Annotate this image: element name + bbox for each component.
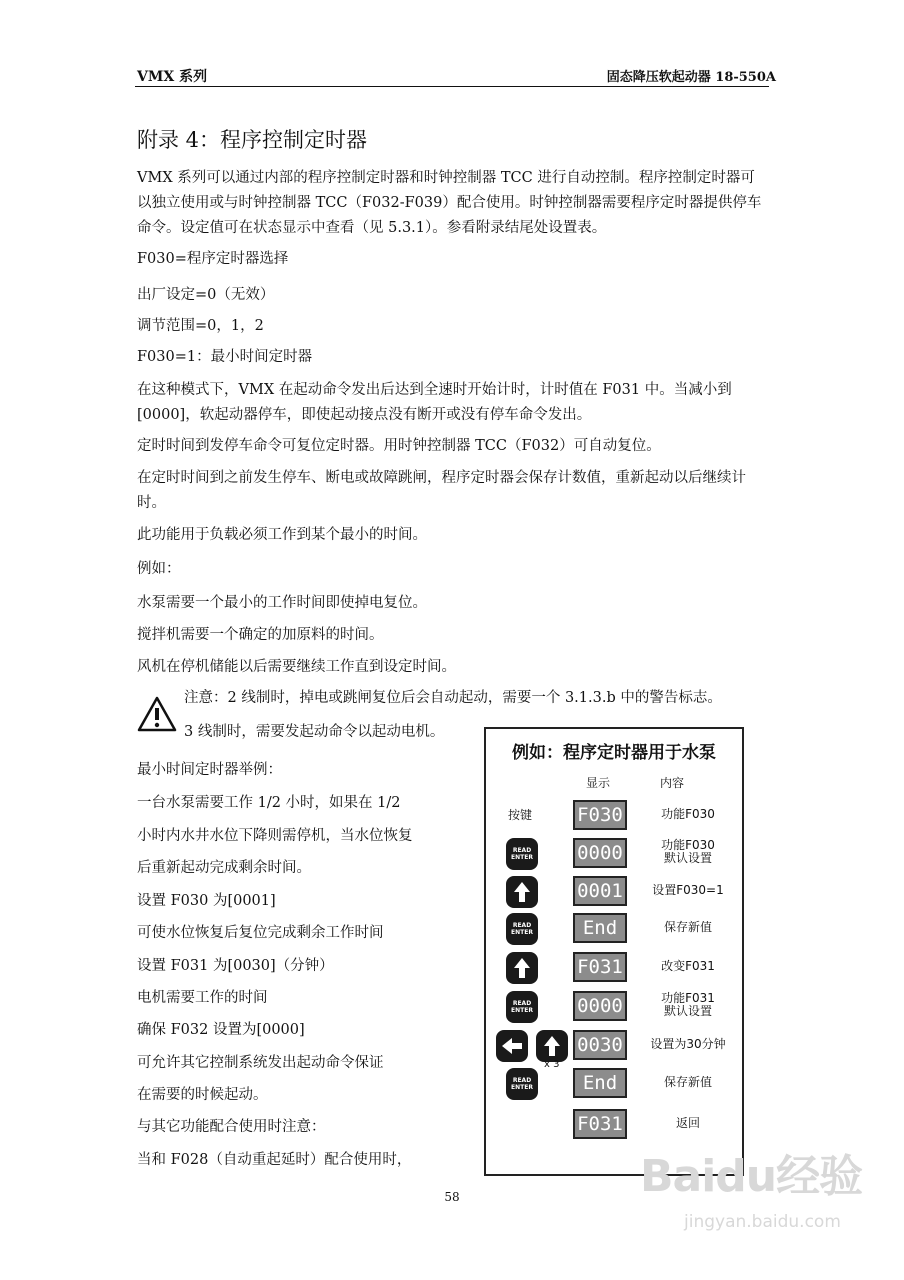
lcd-display: 0030 bbox=[573, 1030, 627, 1060]
step-description: 返回 bbox=[675, 1116, 700, 1130]
column-display-header: 显示 bbox=[586, 776, 611, 790]
example-line: 当和 F028（自动重起延时）配合使用时， bbox=[137, 1152, 412, 1168]
f030-heading: F030=程序定时器选择 bbox=[137, 251, 289, 267]
example-line: 小时内水井水位下降则需停机，当水位恢复 bbox=[137, 828, 413, 844]
example-mixer: 搅拌机需要一个确定的加原料的时间。 bbox=[137, 627, 384, 643]
lcd-display: F031 bbox=[573, 952, 627, 982]
example-label: 例如： bbox=[137, 561, 181, 577]
button-label: ENTER bbox=[511, 929, 533, 936]
panel-title: 例如：程序定时器用于水泵 bbox=[512, 743, 716, 763]
example-line: 在需要的时候起动。 bbox=[137, 1087, 268, 1103]
example-line: 可使水位恢复后复位完成剩余工作时间 bbox=[137, 925, 384, 941]
step-description: 功能F030 默认设置 bbox=[661, 838, 715, 865]
note-two-wire: 注意：2 线制时，掉电或跳闸复位后会自动起动，需要一个 3.1.3.b 中的警告标志。 bbox=[184, 690, 722, 706]
step-description: 设置为30分钟 bbox=[650, 1037, 726, 1051]
watermark-logo: Baidu经验 bbox=[640, 1151, 863, 1202]
step-row bbox=[486, 1029, 742, 1070]
arrow-up-icon bbox=[543, 1035, 561, 1057]
left-arrow-button[interactable] bbox=[496, 1030, 528, 1062]
watermark-url: jingyan.baidu.com bbox=[684, 1212, 841, 1232]
button-label: READ bbox=[512, 1000, 532, 1007]
step-row bbox=[486, 799, 742, 833]
f030-mode-1: F030=1：最小时间定时器 bbox=[137, 349, 313, 365]
up-arrow-button[interactable] bbox=[506, 876, 538, 908]
lcd-display: 0000 bbox=[573, 838, 627, 868]
repeat-count: x 3 bbox=[544, 1059, 560, 1070]
example-line: 确保 F032 设置为[0000] bbox=[137, 1022, 305, 1038]
step-row bbox=[486, 990, 742, 1024]
button-label: READ bbox=[512, 847, 532, 854]
page-number: 58 bbox=[444, 1190, 460, 1204]
factory-setting: 出厂设定=0（无效） bbox=[137, 287, 275, 303]
up-arrow-button[interactable] bbox=[536, 1030, 568, 1062]
step-description: 功能F030 bbox=[661, 807, 715, 821]
button-label: ENTER bbox=[511, 1007, 533, 1014]
header-series: VMX 系列 bbox=[137, 69, 208, 85]
button-label: ENTER bbox=[511, 854, 533, 861]
example-line: 一台水泵需要工作 1/2 小时，如果在 1/2 bbox=[137, 795, 401, 811]
save-count-description: 在定时时间到之前发生停车、断电或故障跳闸，程序定时器会保存计数值，重新起动以后继续计时。 bbox=[137, 470, 746, 511]
button-label: ENTER bbox=[511, 1084, 533, 1091]
warning-icon bbox=[137, 695, 177, 733]
usage-description: 此功能用于负载必须工作到某个最小的时间。 bbox=[137, 527, 427, 543]
read-enter-button[interactable] bbox=[506, 913, 538, 945]
column-key-header: 按键 bbox=[508, 808, 533, 822]
mode-description: 在这种模式下，VMX 在起动命令发出后达到全速时开始计时，计时值在 F031 中。当减小到[0000]，软起动器停车，即使起动接点没有断开或没有停车命令发出。 bbox=[137, 382, 732, 423]
example-fan: 风机在停机储能以后需要继续工作直到设定时间。 bbox=[137, 659, 456, 675]
step-description: 设置F030=1 bbox=[652, 883, 724, 897]
arrow-up-icon bbox=[513, 881, 531, 903]
arrow-left-icon bbox=[501, 1037, 523, 1055]
up-arrow-button[interactable] bbox=[506, 952, 538, 984]
step-row bbox=[486, 875, 742, 909]
step-description: 功能F031 默认设置 bbox=[661, 991, 715, 1018]
step-description: 保存新值 bbox=[663, 920, 712, 934]
step-row bbox=[486, 912, 742, 946]
step-row bbox=[486, 951, 742, 985]
adjust-range: 调节范围=0，1，2 bbox=[137, 318, 264, 334]
button-label: READ bbox=[512, 1077, 532, 1084]
example-line: 电机需要工作的时间 bbox=[137, 990, 268, 1006]
lcd-display: 0001 bbox=[573, 876, 627, 906]
read-enter-button[interactable] bbox=[506, 838, 538, 870]
example-line: 后重新起动完成剩余时间。 bbox=[137, 860, 311, 876]
intro-paragraph: VMX 系列可以通过内部的程序控制定时器和时钟控制器 TCC 进行自动控制。程序控制定时器可以独立使用或与时钟控制器 TCC（F032-F039）配合使用。时钟控制器需要程序定时器提供停车命令。设定值可在状态显示中查看（见 5.3.1）。参看附录结尾处设置表。 bbox=[137, 170, 762, 236]
reset-description: 定时时间到发停车命令可复位定时器。用时钟控制器 TCC（F032）可自动复位。 bbox=[137, 438, 661, 454]
example-panel bbox=[484, 727, 744, 1176]
step-row bbox=[486, 1108, 742, 1142]
step-description: 保存新值 bbox=[663, 1075, 712, 1089]
baidu-watermark bbox=[640, 1140, 880, 1250]
step-description: 改变F031 bbox=[661, 959, 715, 973]
column-content-header: 内容 bbox=[660, 776, 685, 790]
lcd-display: 0000 bbox=[573, 991, 627, 1021]
example-line: 可允许其它控制系统发出起动命令保证 bbox=[137, 1055, 384, 1071]
arrow-up-icon bbox=[513, 957, 531, 979]
note-three-wire: 3 线制时，需要发起动命令以起动电机。 bbox=[184, 724, 445, 740]
example-line: 与其它功能配合使用时注意： bbox=[137, 1119, 326, 1135]
step-row bbox=[486, 1067, 742, 1101]
read-enter-button[interactable] bbox=[506, 991, 538, 1023]
example-line: 设置 F030 为[0001] bbox=[137, 893, 276, 909]
read-enter-button[interactable] bbox=[506, 1068, 538, 1100]
page-title: 附录 4：程序控制定时器 bbox=[137, 128, 368, 152]
lcd-display: End bbox=[573, 1068, 627, 1098]
example-line: 最小时间定时器举例： bbox=[137, 762, 282, 778]
example-line: 设置 F031 为[0030]（分钟） bbox=[137, 958, 334, 974]
header-rule bbox=[135, 86, 769, 87]
step-row bbox=[486, 837, 742, 871]
lcd-display: F030 bbox=[573, 800, 627, 830]
button-label: READ bbox=[512, 922, 532, 929]
lcd-display: F031 bbox=[573, 1109, 627, 1139]
lcd-display: End bbox=[573, 913, 627, 943]
example-pump: 水泵需要一个最小的工作时间即使掉电复位。 bbox=[137, 595, 427, 611]
header-product: 固态降压软起动器 18-550A bbox=[606, 70, 776, 85]
